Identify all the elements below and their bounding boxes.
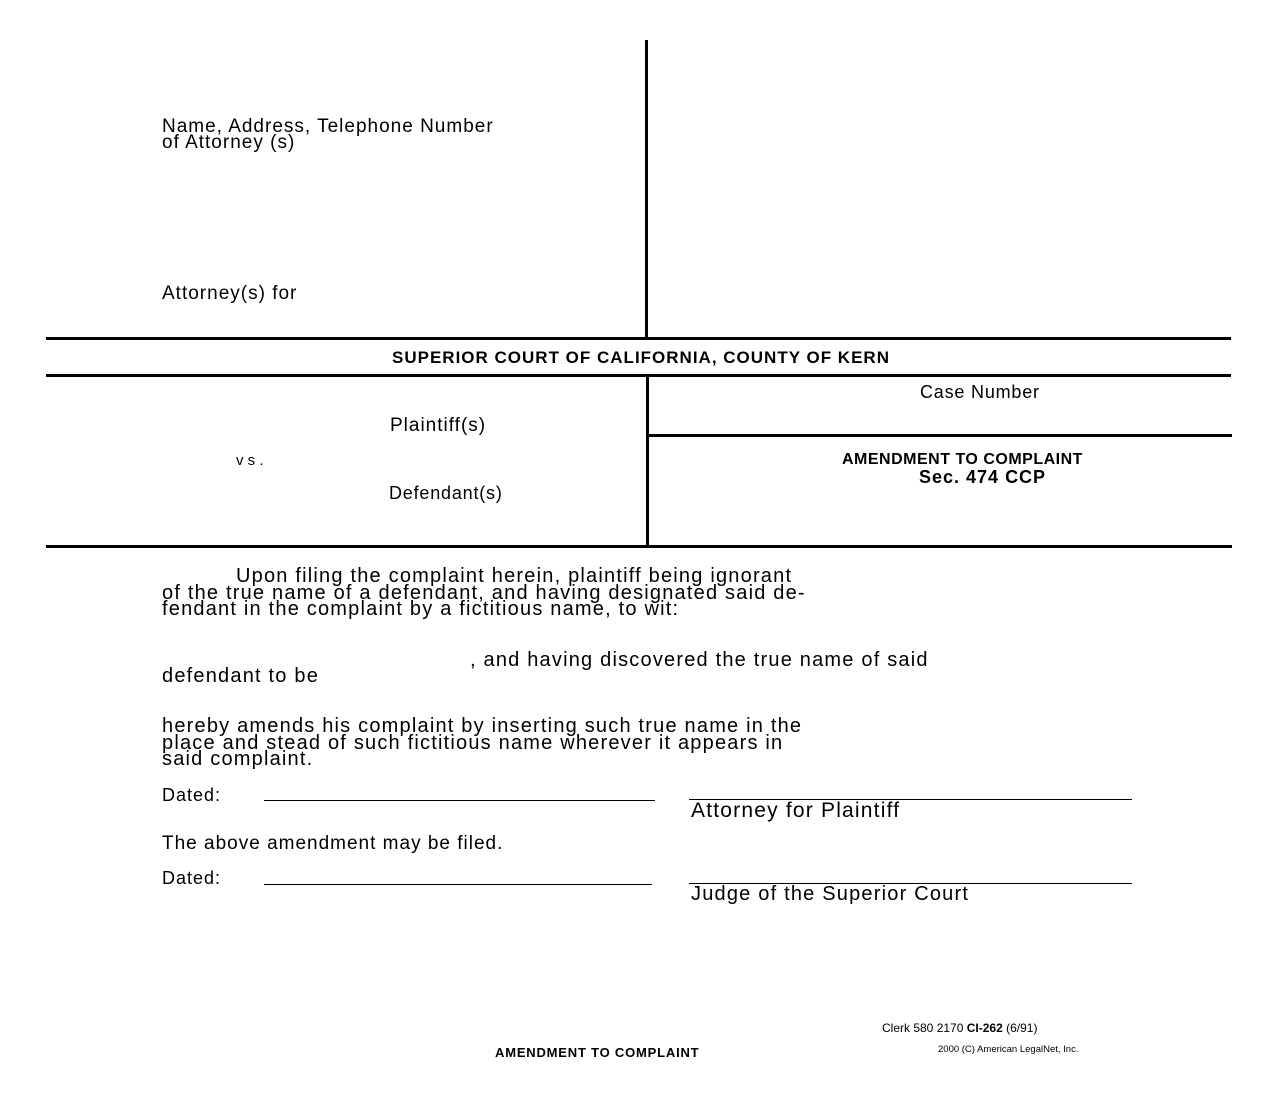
caption-bottom-rule: [46, 545, 1232, 548]
attorney-for-label: Attorney(s) for: [162, 283, 298, 304]
judge-signature-label: Judge of the Superior Court: [691, 883, 970, 905]
dated-label-2: Dated:: [162, 868, 222, 888]
paragraph-3-line1: hereby amends his complaint by inserting such true name in the: [162, 715, 803, 737]
footer-title: AMENDMENT TO COMPLAINT: [495, 1045, 700, 1060]
paragraph-1-line3: fendant in the complaint by a fictitious name, to wit:: [162, 598, 680, 620]
case-number-label: Case Number: [920, 382, 1040, 402]
paragraph-3-line2: place and stead of such fictitious name wherever it appears in: [162, 731, 784, 754]
document-title: AMENDMENT TO COMPLAINT: [842, 451, 1083, 468]
court-title: SUPERIOR COURT OF CALIFORNIA, COUNTY OF KERN: [392, 348, 890, 367]
form-date: (6/91): [1002, 1021, 1038, 1035]
clerk-form-info: [882, 1021, 1037, 1035]
dated-label-1: Dated:: [162, 785, 222, 805]
vertical-divider-caption: [646, 376, 649, 547]
form-number: CI-262: [966, 1021, 1003, 1035]
document-subtitle: Sec. 474 CCP: [919, 467, 1047, 487]
defendant-label: Defendant(s): [389, 483, 503, 503]
paragraph-3-line3: said complaint.: [162, 748, 314, 770]
plaintiff-label: Plaintiff(s): [390, 415, 487, 436]
paragraph-1-line2: of the true name of a defendant, and having designated said de-: [162, 581, 806, 604]
paragraph-1-line1: Upon filing the complaint herein, plaintiff being ignorant: [236, 565, 793, 587]
paragraph-2-line2: defendant to be: [162, 665, 320, 687]
date-line-1[interactable]: [264, 800, 655, 801]
date-line-2[interactable]: [264, 884, 652, 885]
copyright-notice: 2000 (C) American LegalNet, Inc.: [938, 1044, 1079, 1055]
vs-label: v s .: [236, 452, 264, 469]
court-header-top-rule: [46, 337, 1231, 340]
attorney-name-label-line1: Name, Address, Telephone Number: [162, 116, 494, 137]
case-number-rule: [648, 434, 1232, 437]
clerk-text: Clerk 580 2170: [882, 1021, 967, 1035]
vertical-divider-top: [645, 40, 648, 338]
paragraph-1: [162, 565, 806, 620]
paragraph-3: [162, 715, 803, 770]
filed-statement: The above amendment may be filed.: [162, 833, 504, 854]
attorney-signature-label: Attorney for Plaintiff: [691, 799, 901, 822]
court-header-bottom-rule: [46, 374, 1231, 377]
attorney-name-label: [162, 116, 494, 153]
paragraph-2-line1: , and having discovered the true name of said: [470, 649, 929, 671]
attorney-name-label-line2: of Attorney (s): [162, 132, 296, 153]
